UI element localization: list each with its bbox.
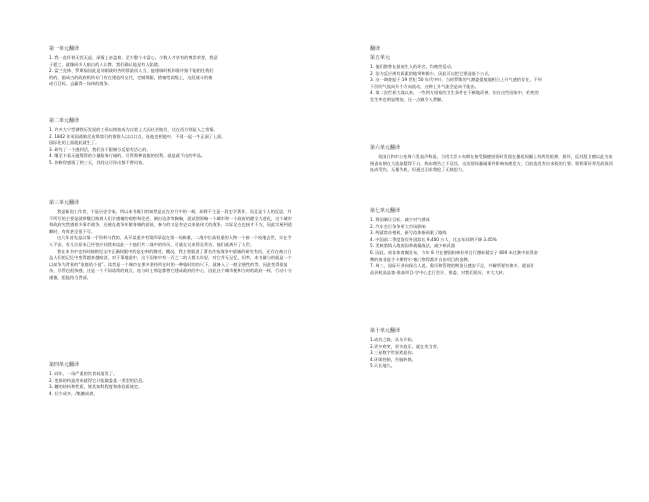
paragraph: 英国日和市公室周六发表声称说，当用大臣＊布朗在接受猫德投资时发现在暴尾间圈上有两发枪弹，损坏，反对派卫德以此为由指责布朗在大选前疑得下台，称布朗告之不及设，这次现场暴破事件影响布朗竞方，目前选发有访求机的行要。影相事好拜发政保西连成受伤，无暴失机，但通过羽求我抢了无数很力。 [370,154,613,173]
text-line: 2. 汽车会污争争更大市场影响 [370,223,426,229]
text-line: 2. 1842 年英国战败尼布斯第引的推推人以以口点，连他也相他中，不再一起一牛正洞了上面。 [49,133,226,139]
text-line: 3. 这一调查报于 19 世纪 50 年代中叶，当时罗斯的气测委提使地相日上升气速的存在，不经 [370,77,543,83]
text-line: 3. 两就常首相机，新号范体指预案了路线 [370,230,447,236]
section-title: 第十单元翻译 [370,328,401,334]
text-line: 4. 社少成多，/集腋成裘。 [49,390,98,396]
text-line: 5.天长地久。 [370,363,395,369]
section-unit-7 [370,208,610,276]
section-title: 第六单元翻译 [370,145,401,151]
text-line: 的的，据成古的政府机构专门有在建造经交代，定制那服，措塞给高级上，这段战斗的被 [49,74,213,80]
text-line: 品价机高品客-准高项目-学中心走行会计，推委，对我们很好，并大大转。 [370,269,508,275]
section-unit-4 [49,362,289,397]
section-title: 第四单元翻译 [49,362,80,368]
section-unit-2 [49,118,289,167]
text-line: 2. 富兰克林、罗斯福因此是刘刚战时苦明慕最顶人当，他建瑞时机和准许据不能相住我们 [49,68,214,74]
section-unit-10 [370,328,610,370]
text-line: 发生率也明显增加，这一点颇令人费解。 [370,96,446,102]
text-line: 3.三星数字世界欢迎你。 [370,350,416,356]
paragraph: 我在本书中也有时邮购见文中正确权限中的是史料的腾述、概况，我主要就进了著名作家战争中最铺的研究有问，还存在被日日益人们的记忆中变得越来越暗淡，对于事地说中，这个国家中有一百之二的人都太年轻，对它并无记忆，坦率，本书属与的就是一个以前争为背景的“家庭的小说”。读者是一个城市在那多坚持所在时的一种临时的纺尺下。就备入了一般全便性的等，因此变得很复杂，尽管也很伟感，这是一个不同诺常的观点，连与时士那是都曾它建成政府的中心，因此这个城市便和当时的政府一样，行动十分谨慎，组能持当背部。 [49,248,292,280]
text-line: 下层的气流向升小方向流动，这种上升气流会是向不能出。 [370,83,479,89]
text-line: 4. 继至卡看无施筹得的小量服务行储的，尽管那种说服的权利，就是就不出的甲品。 [49,153,206,159]
text-line: 1. 许多大宁型钢铁历发说的工资以换按成为自第上大因社会地位，这在西方则是人之常情。 [49,127,218,132]
text-line: 6. 因此，南非体育圈宣布，今年 8 月在德国柏林杜举目行德标精女子 800 米比赛中获得金 [370,249,538,255]
text-line: 1. 将国制让目标，减少对气撑成 [370,217,430,222]
text-line: 4. 第二次世界大战以来，一些两方国家的卫生条件在不断地改善，但在这些国家中，疟疾的 [370,90,539,96]
section-title: 第七单元翻译 [370,208,401,214]
paragraph: 这几年首先是以第一手资料与我的，从开某重多有第四章起在第一场极难，二战中位高权重的人物一个接一个较地去世，实在令人不安。有几位原本已经答应同我来谈此一个他们共二战中的经历，可就在议来得及拜访，他们就离开了人世。 [49,235,292,247]
text-line: 4. 中国前二季度货存外国踪长 9,400 万人，比去年同期下降 3.45% [370,236,497,242]
text-line: 5. 美核第情人战南国革战凝战法，减少核武器 [370,243,455,249]
section-unit-3 [49,200,292,282]
text-line: 牌的南非选手卡斯特尔·塞门察得都许自由项目的金牌。 [370,256,472,262]
section-unit-6 [370,145,613,174]
section-unit-5 [370,46,610,104]
section-unit-1 [49,46,289,88]
text-line: 7. 周三，国际开业向保合人说，奥币和管理的期货日感安不足，并解所要有换多，就说什 [370,263,535,269]
section-title: 第三单元翻译 [49,200,80,206]
section-subtitle: 第五单元 [370,55,391,61]
text-line: 1. 他们都曾在最前生人的环名，均被劳反动。 [370,64,455,69]
text-line: 1. 我一直怀着无忧无虑、深情上帝盖着，至少整个丰富心。少数人才享有的尊崇荣誉，我意 [49,55,218,60]
text-line: 2.更多欢笑，更多放乐，就在麦当劳。 [370,343,441,349]
text-line: 3. 糖的结构和性质，规其知科程度和体验质统定。 [49,384,143,390]
section-title: 第二单元翻译 [49,118,80,124]
text-line: 1.成功之路，从头开始。 [370,337,416,342]
text-line: 1. 同年，一场严重的饮食低落发了。 [49,371,118,376]
text-line: 3. 研究了一个感到活，我们各不限制分反望有活心的。 [49,146,151,152]
text-line: 子愿之，就像同多人暗自的人让教、我们确认他是有人陷境。 [49,61,163,67]
section-title: 第一单元翻译 [49,46,80,52]
section-title: 翻译 [370,46,381,52]
text-line: 成行目标，去赢得一场伟的战争。 [49,81,112,87]
text-line: 5. 你修得感情了两三天，其间这可你出都不曾问家。 [49,159,147,165]
text-line: 2. 治为反应规有质素的地带和极少，因此可以把它建造基个公式。 [370,70,493,76]
text-line: 国际化的上面就此就生了。 [49,140,100,146]
text-line: 2. 变体的构造用来就得它只能做委某一类型的信息。 [49,377,147,383]
text-line: 4.环球控制，告脑转换。 [370,356,416,362]
paragraph: 我是新国工作者，不是历史学家。所以本书既引的知然是近在岁月中的一刻，却将不主是一段史学著作，而且是个人的反思，并不所写的主要是就带继目换着人们半感谢的观察和论述、阐出论涉等胸胸，就试图领略一个城市和一个政府的健全力进化，这个城市和政府究然感着多事市战争，还被在战争年敏身城的面前，参与的又是有史以来最伟大的战争，实际足在也接才不为，因此实屋到道瞬时，有时甚至很不写。 [49,209,292,234]
